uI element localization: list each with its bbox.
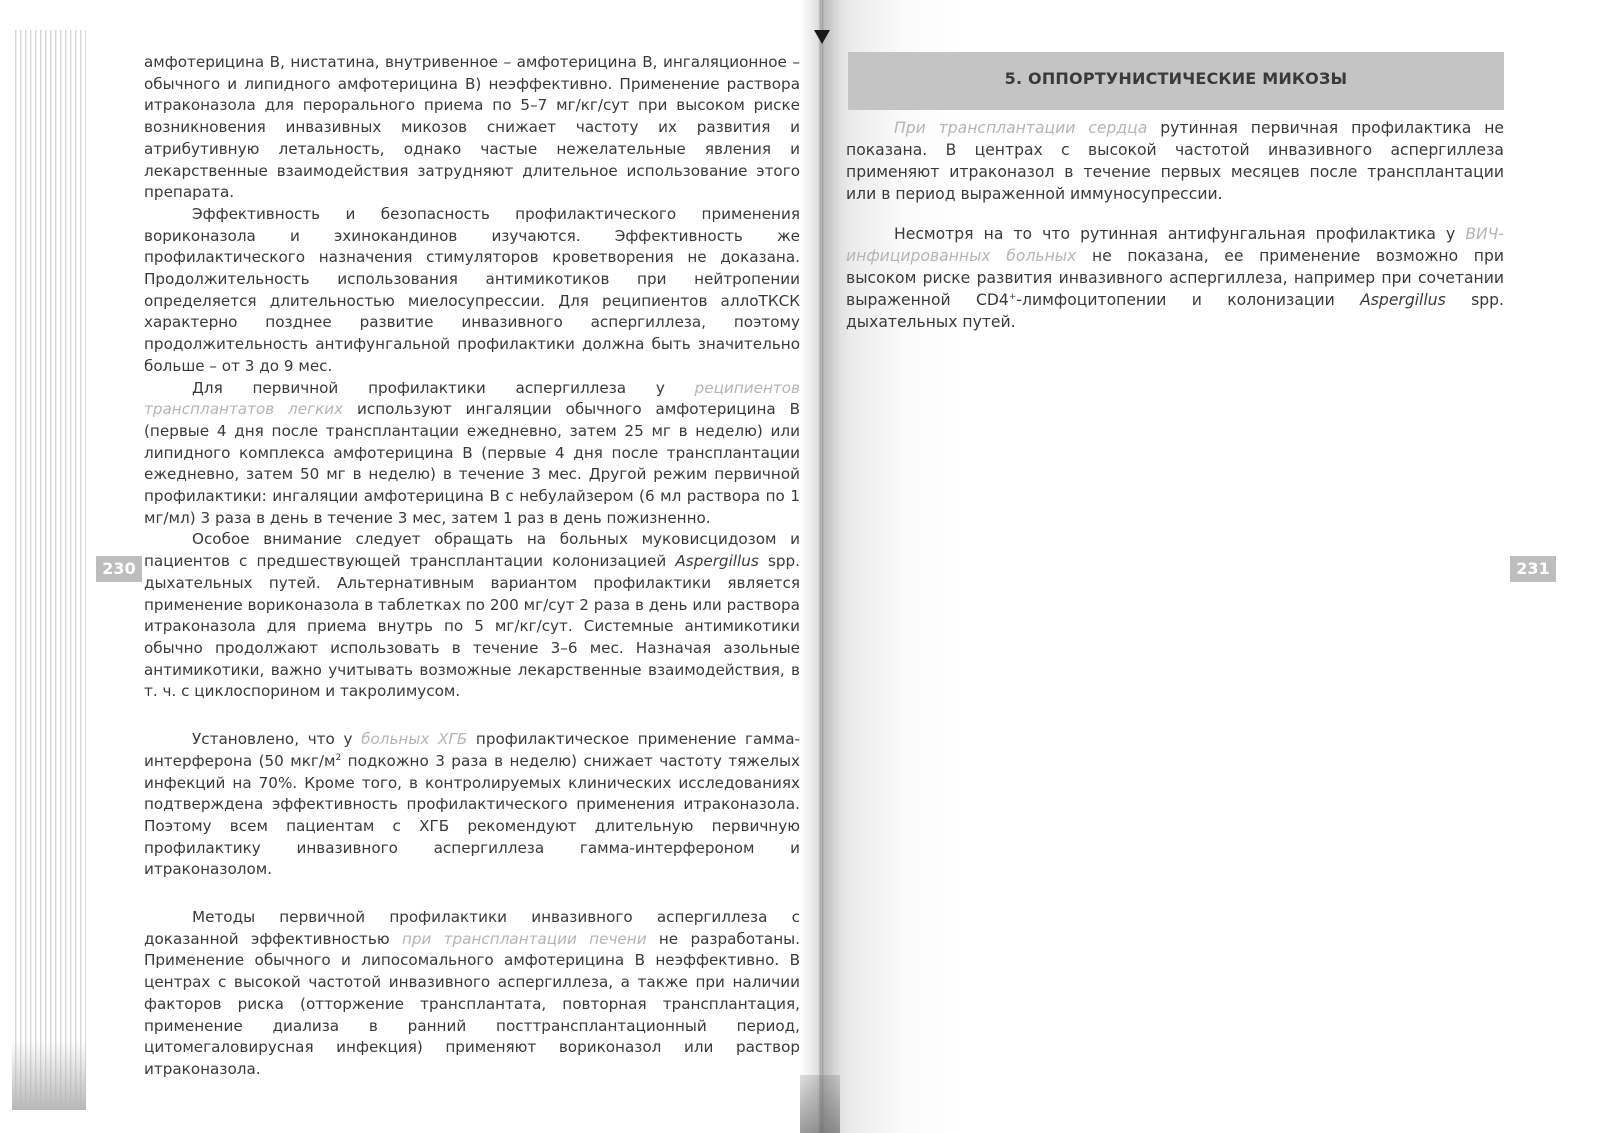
paragraph-text: профилактическое применение гамма-интерферона (50 мкг/м	[144, 730, 800, 770]
paragraph-text: Установлено, что у	[192, 730, 362, 749]
italic-term: Aspergillus	[1360, 291, 1446, 309]
paragraph-text: Методы первичной профилактики инвазивного аспергиллеза с доказанной эффективностью	[144, 908, 800, 948]
paragraph	[144, 378, 800, 530]
highlighted-term: больных ХГБ	[361, 730, 468, 749]
paragraph-text: амфотерицина В, нистатина, внутривенное – амфотерицина В, ингаляционное – обычного и липидного амфотерицина В) неэффективно. Применение раствора итраконазола для перорального приема по 5–7 мг/кг/сут при высоком риске возникновения инвазивных микозов снижает частоту их развития и атрибутивную летальность, однако частые нежелательные явления и лекарственные взаимодействия затрудняют длительное использование этого препарата.	[144, 53, 800, 202]
page-number-right: 231	[1510, 556, 1556, 582]
paragraph	[144, 729, 800, 881]
highlighted-term: реципиентов трансплантатов легких	[144, 378, 800, 419]
paragraph-text: рутинная первичная профилактика не показана. В центрах с высокой частотой инвазивного аспергиллеза применяют итраконазол в течение первых месяцев после трансплантации или в период выраженной иммуносупрессии.	[846, 119, 1504, 203]
paragraph-text: Для первичной профилактики аспергиллеза у	[192, 378, 695, 397]
paragraph	[144, 907, 800, 1081]
left-page-body	[144, 52, 800, 1081]
superscript: 2	[335, 752, 342, 763]
superscript: +	[1008, 291, 1017, 302]
paragraph-text: -лимфоцитопении и колонизации	[1016, 291, 1361, 309]
highlighted-term: при трансплантации печени	[401, 929, 647, 948]
paragraph	[846, 117, 1504, 205]
chapter-title: 5. ОППОРТУНИСТИЧЕСКИЕ МИКОЗЫ	[1004, 69, 1348, 88]
paragraph-text: не показана, ее применение возможно при высоком риске развития инвазивного аспергиллеза, например при сочетании выраженной CD4	[846, 247, 1504, 309]
corner-mark	[814, 30, 830, 44]
chapter-banner	[848, 52, 1504, 110]
book-page-edges	[12, 30, 86, 1110]
book-page-edges-shadow	[12, 1040, 86, 1110]
paragraph-text: Эффективность и безопасность профилактического применения вориконазола и эхинокандинов изучаются. Эффективность же профилактического назначения стимуляторов кроветворения не доказана. Продолжительность использования антимикотиков при нейтропении определяется длительностью миелосупрессии. Для реципиентов аллоТКСК характерно позднее развитие инвазивного аспергиллеза, поэтому продолжительность антифунгальной профилактики должна быть значительно больше – от 3 до 9 мес.	[144, 204, 800, 375]
right-page-body	[846, 117, 1504, 333]
page-number-left: 230	[96, 556, 142, 582]
paragraph-text: Несмотря на то что рутинная антифунгальная профилактика у	[894, 225, 1466, 243]
paragraph-text: подкожно 3 раза в неделю) снижает частоту тяжелых инфекций на 70%. Кроме того, в контролируемых клинических исследованиях подтверждена эффективность профилактического применения итраконазола. Поэтому всем пациентам с ХГБ рекомендуют длительную первичную профилактику инвазивного аспергиллеза гамма-интерфероном и итраконазолом.	[144, 751, 800, 879]
paragraph	[846, 223, 1504, 333]
highlighted-term: При трансплантации сердца	[894, 119, 1148, 137]
paragraph-text: spp. дыхательных путей. Альтернативным вариантом профилактики является применение вориконазола в таблетках по 200 мг/сут 2 раза в день или раствора итраконазола для приема внутрь по 5 мг/кг/сут. Системные антимикотики обычно продолжают использовать в течение 3–6 мес. Назначая азольные антимикотики, важно учитывать возможные лекарственные взаимодействия, в т. ч. с циклоспорином и такролимусом.	[144, 552, 800, 701]
paragraph-text: spp. дыхательных путей.	[846, 291, 1504, 331]
paragraph-text: не разработаны. Применение обычного и липосомального амфотерицина В неэффективно. В центрах с высокой частотой инвазивного аспергиллеза, а также при наличии факторов риска (отторжение трансплантата, повторная трансплантация, применение диализа в ранний посттрансплантационный период, цитомегаловирусная инфекция) применяют вориконазол или раствор итраконазола.	[144, 929, 800, 1078]
paragraph-text: используют ингаляции обычного амфотерицина В (первые 4 дня после трансплантации ежедневно, затем 25 мг в неделю) или липидного комплекса амфотерицина В (первые 4 дня после трансплантации ежедневно, затем 50 мг в неделю) в течение 3 мес. Другой режим первичной профилактики: ингаляции амфотерицина В с небулайзером (6 мл раствора по 1 мг/мл) 3 раза в день в течение 3 мес, затем 1 раз в день пожизненно.	[144, 400, 800, 527]
highlighted-term: ВИЧ-инфицированных больных	[846, 225, 1504, 265]
book-gutter	[800, 0, 840, 1133]
paragraph	[144, 204, 800, 378]
paragraph	[144, 52, 800, 204]
paragraph-text: Особое внимание следует обращать на больных муковисцидозом и пациентов с предшествующей трансплантации колонизацией	[144, 530, 800, 571]
book-gutter-bottom	[800, 1075, 840, 1133]
italic-term: Aspergillus	[675, 552, 759, 571]
paragraph	[144, 529, 800, 703]
